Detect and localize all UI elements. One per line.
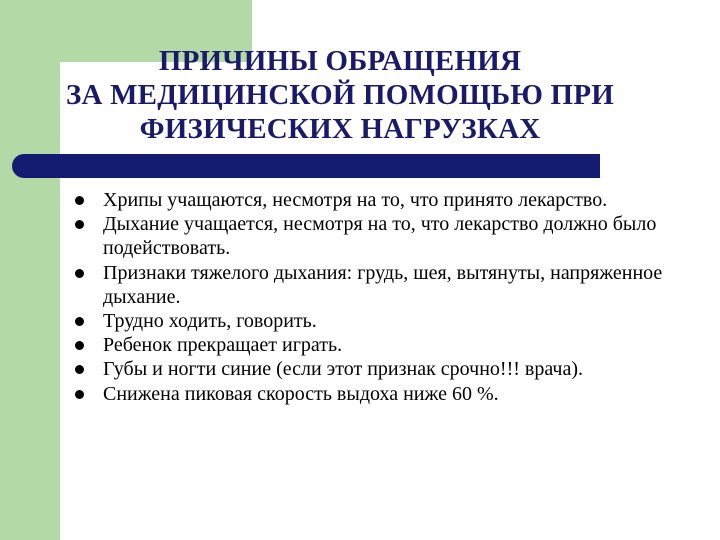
bullet-text: Хрипы учащаются, несмотря на то, что принято лекарство.: [103, 189, 608, 211]
bullet-dot-icon: [75, 220, 84, 229]
bullet-text: Признаки тяжелого дыхания: грудь, шея, вытянуты, напряженное дыхание.: [103, 261, 663, 308]
bullet-item: [72, 261, 712, 309]
bullet-item: [72, 212, 712, 260]
bullet-text: Губы и ногти синие (если этот признак срочно!!! врача).: [103, 358, 584, 381]
bullet-item: [72, 357, 712, 381]
bullet-text: Дыхание учащается, несмотря на то, что лекарство должно было подействовать.: [103, 213, 657, 260]
title-line-1: ПРИЧИНЫ ОБРАЩЕНИЯ: [158, 45, 522, 77]
title-divider-bar: [12, 154, 600, 178]
bullet-item: [72, 333, 712, 357]
bullet-item: [72, 382, 712, 406]
bullet-dot-icon: [75, 341, 84, 350]
bullet-text: Трудно ходить, говорить.: [103, 310, 317, 333]
bullet-item: [72, 188, 712, 212]
slide-title: [20, 44, 660, 146]
title-line-3: ФИЗИЧЕСКИХ НАГРУЗКАХ: [139, 113, 541, 145]
bullet-dot-icon: [75, 269, 84, 278]
bullet-list: [72, 188, 712, 406]
bullet-dot-icon: [75, 196, 84, 205]
bullet-text: Снижена пиковая скорость выдоха ниже 60 %.: [103, 382, 499, 405]
bullet-dot-icon: [75, 317, 84, 326]
bullet-dot-icon: [75, 390, 84, 399]
title-line-2: ЗА МЕДИЦИНСКОЙ ПОМОЩЬЮ ПРИ: [65, 79, 614, 111]
bullet-dot-icon: [75, 365, 84, 374]
bullet-text: Ребенок прекращает играть.: [103, 334, 343, 357]
bullet-item: [72, 309, 712, 333]
